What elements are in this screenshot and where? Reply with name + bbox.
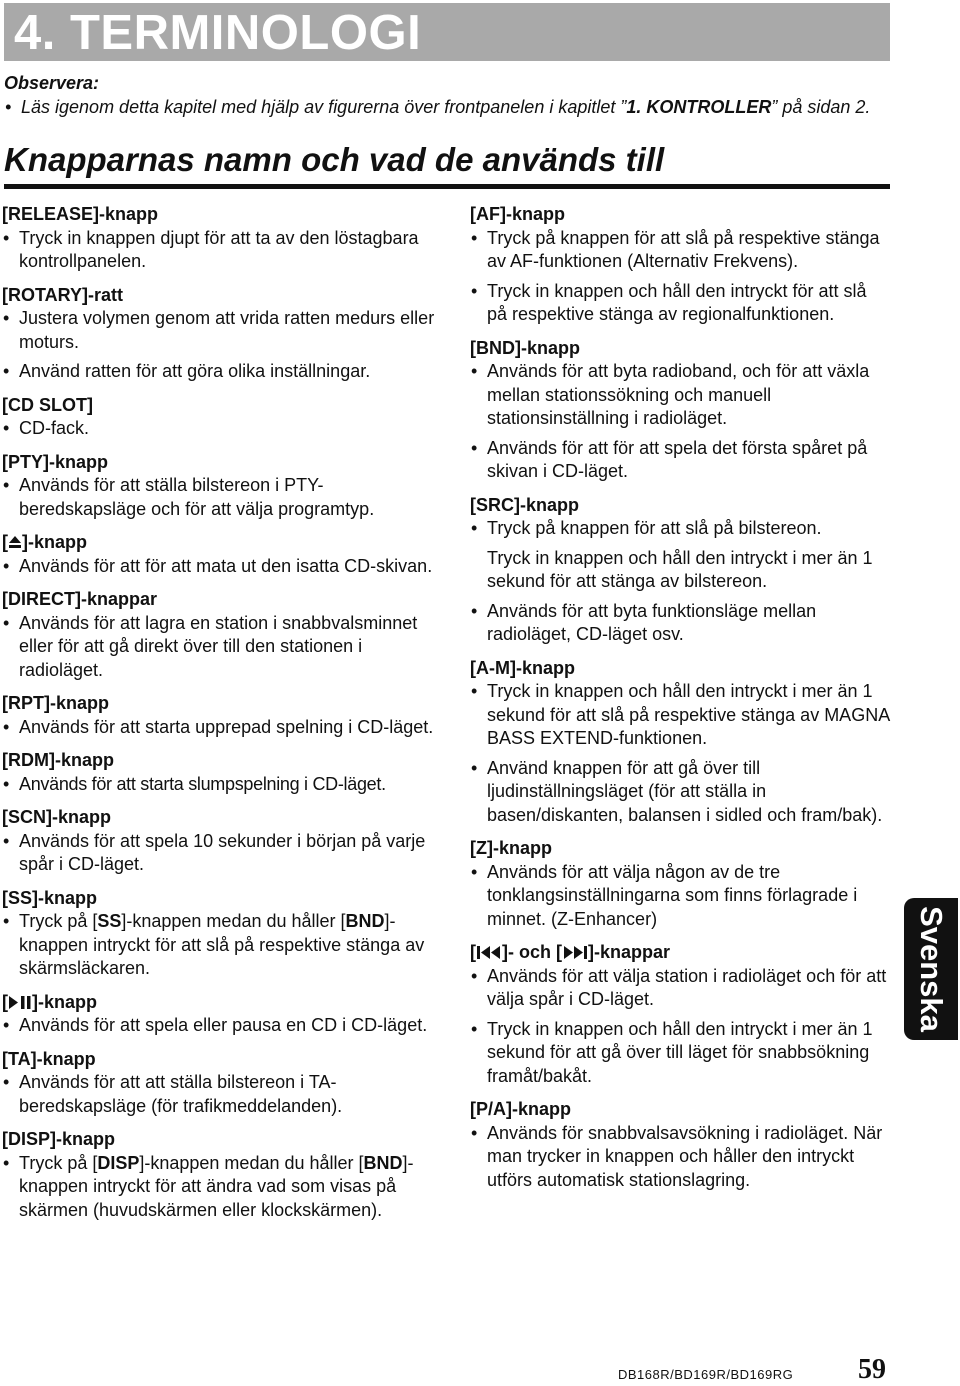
entry-bullet: • Används för snabbvalsavsökning i radioläget. När man trycker in knappen och håller den intryckt utförs automatisk stationslagring. — [470, 1122, 890, 1193]
entry-title: [RPT]-knapp — [2, 693, 109, 713]
note-chapter-ref: 1. KONTROLLER — [626, 97, 772, 117]
entry-bullet: • Tryck på [SS]-knappen medan du håller [BND]-knappen intryckt för att slå på respektive stänga av skärmsläckaren. — [2, 910, 442, 981]
entry-play-pause — [2, 991, 442, 1038]
entry-bullet: • Används för att spela eller pausa en CD i CD-läget. — [2, 1014, 442, 1038]
entry-bullet: • Använd knappen för att gå över till ljudinställningsläget (för att ställa in basen/diskanten, balansen i sidled och fram/bak). — [470, 757, 890, 828]
entry-bullet: • Används för att starta slumpspelning i CD-läget. — [2, 773, 442, 797]
chapter-title: 4. TERMINOLOGI — [14, 6, 422, 60]
section-title: Knapparnas namn och vad de används till — [4, 141, 665, 178]
entry-ss — [2, 887, 442, 981]
entry-bullet: • Tryck in knappen och håll den intryckt i mer än 1 sekund för att gå över till läget för snabbsökning framåt/bakåt. — [470, 1018, 890, 1089]
entry-title: [ROTARY]-ratt — [2, 284, 123, 305]
chapter-header — [4, 3, 890, 61]
entry-title: [PTY]-knapp — [2, 451, 108, 472]
entry-title: [ ]-knapp — [2, 532, 87, 552]
entry-title: [CD SLOT] — [2, 394, 93, 415]
entry-bullet-continuation: Tryck in knappen och håll den intryckt i mer än 1 sekund för att stänga av bilstereon. — [487, 547, 873, 591]
entry-bnd — [470, 337, 890, 484]
entry-title: [ ]-knapp — [2, 991, 97, 1012]
entry-rdm — [2, 749, 442, 796]
right-column — [470, 203, 890, 1192]
left-column — [2, 203, 442, 1222]
skip-forward-icon — [562, 945, 588, 960]
entry-bullet: • Tryck in knappen och håll den intryckt i mer än 1 sekund för att slå på respektive stänga av MAGNA BASS EXTEND-funktionen. — [470, 680, 890, 751]
entry-bullet: • Tryck på knappen för att slå på respektive stänga av AF-funktionen (Alternativ Frekvens). — [470, 227, 890, 274]
page-number: 59 — [858, 1354, 886, 1385]
entry-title: [A-M]-knapp — [470, 657, 575, 678]
entry-bullet: • Används för att lagra en station i snabbvalsminnet eller för att gå direkt över till den stationen i radioläget. — [2, 612, 442, 683]
entry-a-m — [470, 657, 890, 828]
entry-bullet: • Används för att spela 10 sekunder i början på varje spår i CD-läget. — [2, 830, 442, 877]
entry-disp — [2, 1128, 442, 1222]
entry-title: [RDM]-knapp — [2, 750, 114, 770]
entry-title: [P/A]-knapp — [470, 1099, 571, 1119]
entry-bullet: • Används för att välja station i radioläget och för att välja spår i CD-läget. — [470, 965, 890, 1012]
entry-bullet: • Används för att för att spela det första spåret på skivan i CD-läget. — [470, 437, 890, 484]
entry-bullet: • Tryck in knappen och håll den intryckt för att slå på respektive stänga av regionalfunktionen. — [470, 280, 890, 327]
entry-title: [DISP]-knapp — [2, 1129, 116, 1149]
footer-model: DB168R/BD169R/BD169RG — [618, 1367, 794, 1382]
entry-title: [AF]-knapp — [470, 204, 565, 224]
entry-eject — [2, 531, 442, 578]
entry-bullet: • Justera volymen genom att vrida ratten medurs eller moturs. — [2, 307, 442, 354]
entry-release — [2, 203, 442, 274]
entry-src — [470, 494, 890, 647]
eject-icon — [8, 535, 22, 549]
entry-direct — [2, 588, 442, 682]
entry-skip — [470, 941, 890, 1088]
entry-bullet: • Används för att för att mata ut den isatta CD-skivan. — [2, 555, 442, 579]
entry-pty — [2, 451, 442, 522]
entry-scn — [2, 806, 442, 877]
entry-bullet: • CD-fack. — [2, 417, 442, 441]
entry-bullet: • Används för att starta upprepad spelning i CD-läget. — [2, 716, 442, 740]
entry-bullet: • Använd ratten för att göra olika inställningar. — [2, 360, 442, 384]
entry-title: [DIRECT]-knappar — [2, 589, 158, 609]
entry-title: [RELEASE]-knapp — [2, 204, 159, 224]
entry-title: [Z]-knapp — [470, 838, 552, 858]
entry-pa — [470, 1098, 890, 1192]
entry-rpt — [2, 692, 442, 739]
entry-z — [470, 837, 890, 931]
entry-bullet: • Tryck in knappen djupt för att ta av den löstagbara kontrollpanelen. — [2, 227, 442, 274]
entry-bullet: • Används för att byta radioband, och för att växla mellan stationssökning och manuell stationsinställning i radioläget. — [470, 360, 890, 431]
note-title: Observera: — [4, 73, 100, 93]
play-pause-icon — [8, 995, 32, 1010]
entry-title: [BND]-knapp — [470, 337, 580, 358]
entry-title: [ ]- och [ ]-knappar — [470, 942, 671, 962]
entry-cd-slot — [2, 394, 442, 441]
entry-title: [SS]-knapp — [2, 887, 98, 908]
entry-bullet: • Används för att välja någon av de tre tonklangsinställningarna som finns förlagrade i minnet. (Z-Enhancer) — [470, 861, 890, 932]
entry-title: [SRC]-knapp — [470, 494, 579, 515]
language-tab-label: Svenska — [914, 906, 949, 1032]
entry-bullet: • Används för att ställa bilstereon i PTY-beredskapsläge och för att välja programtyp. — [2, 474, 442, 521]
entry-ta — [2, 1048, 442, 1119]
entry-title: [SCN]-knapp — [2, 807, 111, 827]
entry-bullet: • Används för att att ställa bilstereon i TA-beredskapsläge (för trafikmeddelanden). — [2, 1071, 442, 1118]
entry-rotary — [2, 284, 442, 384]
skip-back-icon — [476, 945, 502, 960]
note-text: • Läs igenom detta kapitel med hjälp av figurerna över frontpanelen i kapitlet ”1. KONTROLLER” på sidan 2. — [4, 94, 870, 120]
section-heading — [4, 140, 890, 189]
entry-af — [470, 203, 890, 327]
note — [4, 72, 870, 120]
entry-bullet: • Tryck på knappen för att slå på bilstereon. — [470, 517, 890, 541]
entry-bullet: • Används för att byta funktionsläge mellan radioläget, CD-läget osv. — [470, 600, 890, 647]
language-tab — [904, 898, 958, 1040]
entry-title: [TA]-knapp — [2, 1048, 96, 1069]
entry-bullet: • Tryck på [DISP]-knappen medan du håller [BND]-knappen intryckt för att ändra vad som visas på skärmen (huvudskärmen eller klockskärmen). — [2, 1152, 442, 1223]
